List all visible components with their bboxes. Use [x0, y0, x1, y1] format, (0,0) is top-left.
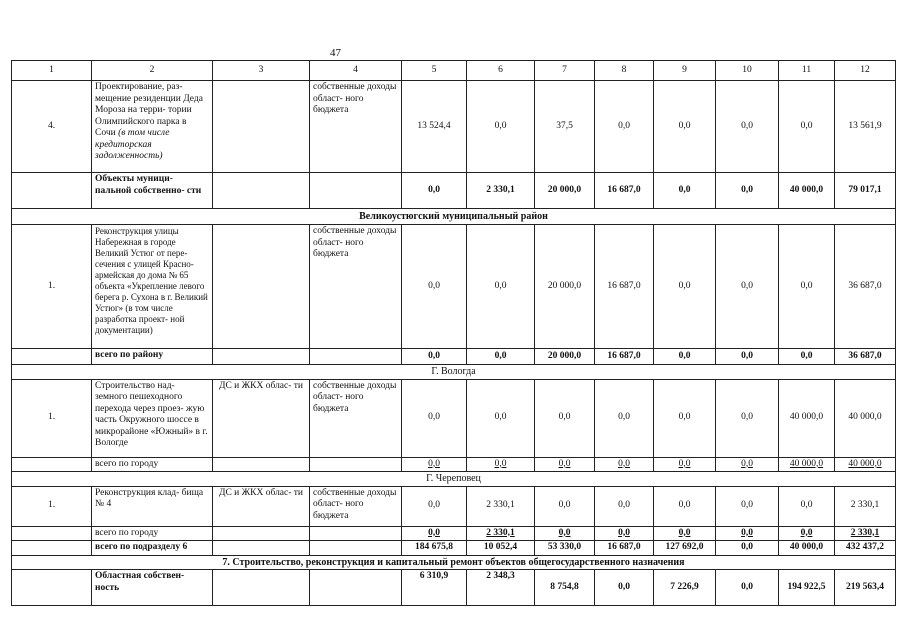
funding-source: собственные доходы област- ного бюджета: [310, 225, 402, 349]
value-cell: 0,0: [654, 486, 716, 526]
value-cell: 0,0: [654, 173, 716, 209]
section-row: [12, 472, 896, 487]
header-cell: 8: [595, 61, 654, 81]
funding-source: [310, 173, 402, 209]
value-cell: 0,0: [467, 225, 535, 349]
value-cell: 0,0: [402, 379, 467, 457]
section-row: [12, 555, 896, 570]
row-number: [12, 457, 92, 472]
value-cell: 2 330,1: [835, 486, 896, 526]
value-cell: 0,0: [402, 349, 467, 365]
row-number: [12, 526, 92, 541]
value-cell: 0,0: [402, 173, 467, 209]
value-cell: 127 692,0: [654, 541, 716, 556]
funding-source: собственные доходы област- ного бюджета: [310, 486, 402, 526]
value-cell: 36 687,0: [835, 225, 896, 349]
value-cell: 40 000,0: [779, 457, 835, 472]
row-number: [12, 349, 92, 365]
section-row: [12, 365, 896, 380]
value-cell: 0,0: [595, 486, 654, 526]
total-row: [12, 541, 896, 556]
page-number: 47: [330, 47, 341, 59]
executor: ДС и ЖКХ облас- ти: [213, 379, 310, 457]
row-number: 1.: [12, 486, 92, 526]
funding-source: [310, 570, 402, 606]
funding-source: собственные доходы област- ного бюджета: [310, 81, 402, 173]
value-cell: 0,0: [467, 81, 535, 173]
value-cell: 0,0: [467, 349, 535, 365]
executor: [213, 457, 310, 472]
value-cell: 0,0: [654, 349, 716, 365]
subtotal-row: [12, 173, 896, 209]
header-cell: 6: [467, 61, 535, 81]
header-cell: 1: [12, 61, 92, 81]
executor: [213, 225, 310, 349]
value-cell: 0,0: [654, 526, 716, 541]
value-cell: 40 000,0: [779, 541, 835, 556]
row-number: 1.: [12, 225, 92, 349]
value-cell: 0,0: [595, 457, 654, 472]
table-row: [12, 486, 896, 526]
object-name-text: Проектирование, раз- мещение резиденции Деда Мороза на терри- тории Олимпийского парка в Сочи: [95, 82, 203, 138]
object-name: Строительство над- земного пешеходного перехода через проез- жую часть Окружного шоссе в микрорайоне «Южный» в г. Вологде: [92, 379, 213, 457]
value-cell: 2 330,1: [467, 526, 535, 541]
section-title: Великоустюгский муниципальный район: [12, 209, 896, 225]
value-cell: 0,0: [654, 225, 716, 349]
executor: [213, 541, 310, 556]
value-cell: 20 000,0: [535, 225, 595, 349]
value-cell: 0,0: [535, 379, 595, 457]
value-cell: 0,0: [402, 526, 467, 541]
value-cell: 0,0: [716, 349, 779, 365]
value-cell: 7 226,9: [654, 570, 716, 606]
value-cell: 20 000,0: [535, 349, 595, 365]
row-number: 1.: [12, 379, 92, 457]
object-name: [92, 81, 213, 173]
value-cell: 10 052,4: [467, 541, 535, 556]
executor: [213, 349, 310, 365]
value-cell: 0,0: [716, 457, 779, 472]
value-cell: 16 687,0: [595, 173, 654, 209]
section-row: [12, 209, 896, 225]
header-cell: 12: [835, 61, 896, 81]
value-cell: 0,0: [535, 526, 595, 541]
value-cell: 16 687,0: [595, 349, 654, 365]
header-cell: 5: [402, 61, 467, 81]
value-cell: 16 687,0: [595, 225, 654, 349]
row-number: 4.: [12, 81, 92, 173]
value-cell: 0,0: [595, 379, 654, 457]
executor: ДС и ЖКХ облас- ти: [213, 486, 310, 526]
value-cell: 0,0: [654, 379, 716, 457]
funding-source: собственные доходы област- ного бюджета: [310, 379, 402, 457]
value-cell: 8 754,8: [535, 570, 595, 606]
value-cell: 0,0: [467, 379, 535, 457]
subtotal-label: всего по району: [92, 349, 213, 365]
value-cell: 0,0: [535, 457, 595, 472]
value-cell: 0,0: [402, 486, 467, 526]
value-cell: 0,0: [779, 225, 835, 349]
value-cell: 37,5: [535, 81, 595, 173]
value-cell: 16 687,0: [595, 541, 654, 556]
value-cell: 36 687,0: [835, 349, 896, 365]
value-cell: 0,0: [595, 570, 654, 606]
city-title: Г. Череповец: [12, 472, 896, 487]
value-cell: 13 561,9: [835, 81, 896, 173]
section-title: 7. Строительство, реконструкция и капитальный ремонт объектов общегосударственного назначения: [12, 555, 896, 570]
table-row: [12, 225, 896, 349]
funding-source: [310, 349, 402, 365]
value-cell: 0,0: [716, 486, 779, 526]
funding-source: [310, 457, 402, 472]
row-number: [12, 541, 92, 556]
value-cell: 0,0: [779, 349, 835, 365]
funding-source: [310, 526, 402, 541]
header-cell: 7: [535, 61, 595, 81]
value-cell: 0,0: [595, 81, 654, 173]
value-cell: 40 000,0: [779, 379, 835, 457]
value-cell: 0,0: [467, 457, 535, 472]
header-row: [12, 61, 896, 81]
row-number: [12, 173, 92, 209]
executor: [213, 570, 310, 606]
value-cell: 0,0: [779, 81, 835, 173]
executor: [213, 526, 310, 541]
funding-source: [310, 541, 402, 556]
value-cell: 0,0: [402, 225, 467, 349]
value-cell: 0,0: [595, 526, 654, 541]
value-cell: 40 000,0: [835, 457, 896, 472]
subtotal-label: Областная собствен- ность: [92, 570, 213, 606]
value-cell: 0,0: [779, 526, 835, 541]
value-cell: 0,0: [716, 570, 779, 606]
row-number: [12, 570, 92, 606]
budget-table: [11, 60, 896, 606]
value-cell: 40 000,0: [835, 379, 896, 457]
value-cell: 6 310,9: [402, 570, 467, 606]
value-cell: 0,0: [716, 541, 779, 556]
value-cell: 0,0: [716, 379, 779, 457]
value-cell: 0,0: [716, 173, 779, 209]
header-cell: 11: [779, 61, 835, 81]
city-title: Г. Вологда: [12, 365, 896, 380]
table-row: [12, 379, 896, 457]
object-name-note: (в том числе кредиторская задолженность): [95, 128, 170, 161]
subtotal-row: [12, 349, 896, 365]
subtotal-row: [12, 526, 896, 541]
value-cell: 2 330,1: [467, 173, 535, 209]
object-name: Реконструкция улицы Набережная в городе Великий Устюг от пере- сечения с улицей Красно- армейская до дома № 65 объекта «Укрепление левого берега р. Сухона в г. Великий Устюг» (в том числе разработка проект- ной документации): [92, 225, 213, 349]
value-cell: 0,0: [716, 81, 779, 173]
value-cell: 2 330,1: [467, 486, 535, 526]
subtotal-label: всего по городу: [92, 457, 213, 472]
subtotal-label: Объекты муници- пальной собственно- сти: [92, 173, 213, 209]
header-cell: 3: [213, 61, 310, 81]
value-cell: 194 922,5: [779, 570, 835, 606]
object-name: Реконструкция клад- бища № 4: [92, 486, 213, 526]
value-cell: 0,0: [716, 225, 779, 349]
subtotal-label: всего по городу: [92, 526, 213, 541]
value-cell: 40 000,0: [779, 173, 835, 209]
subtotal-row: [12, 457, 896, 472]
value-cell: 2 348,3: [467, 570, 535, 606]
total-label: всего по подразделу 6: [92, 541, 213, 556]
subtotal-row: [12, 570, 896, 606]
value-cell: 0,0: [716, 526, 779, 541]
value-cell: 0,0: [535, 486, 595, 526]
value-cell: 79 017,1: [835, 173, 896, 209]
value-cell: 0,0: [779, 486, 835, 526]
header-cell: 9: [654, 61, 716, 81]
executor: [213, 81, 310, 173]
value-cell: 219 563,4: [835, 570, 896, 606]
value-cell: 20 000,0: [535, 173, 595, 209]
executor: [213, 173, 310, 209]
table-row: [12, 81, 896, 173]
header-cell: 2: [92, 61, 213, 81]
header-cell: 4: [310, 61, 402, 81]
value-cell: 0,0: [654, 457, 716, 472]
value-cell: 0,0: [402, 457, 467, 472]
value-cell: 432 437,2: [835, 541, 896, 556]
value-cell: 53 330,0: [535, 541, 595, 556]
value-cell: 0,0: [654, 81, 716, 173]
header-cell: 10: [716, 61, 779, 81]
value-cell: 13 524,4: [402, 81, 467, 173]
value-cell: 184 675,8: [402, 541, 467, 556]
value-cell: 2 330,1: [835, 526, 896, 541]
